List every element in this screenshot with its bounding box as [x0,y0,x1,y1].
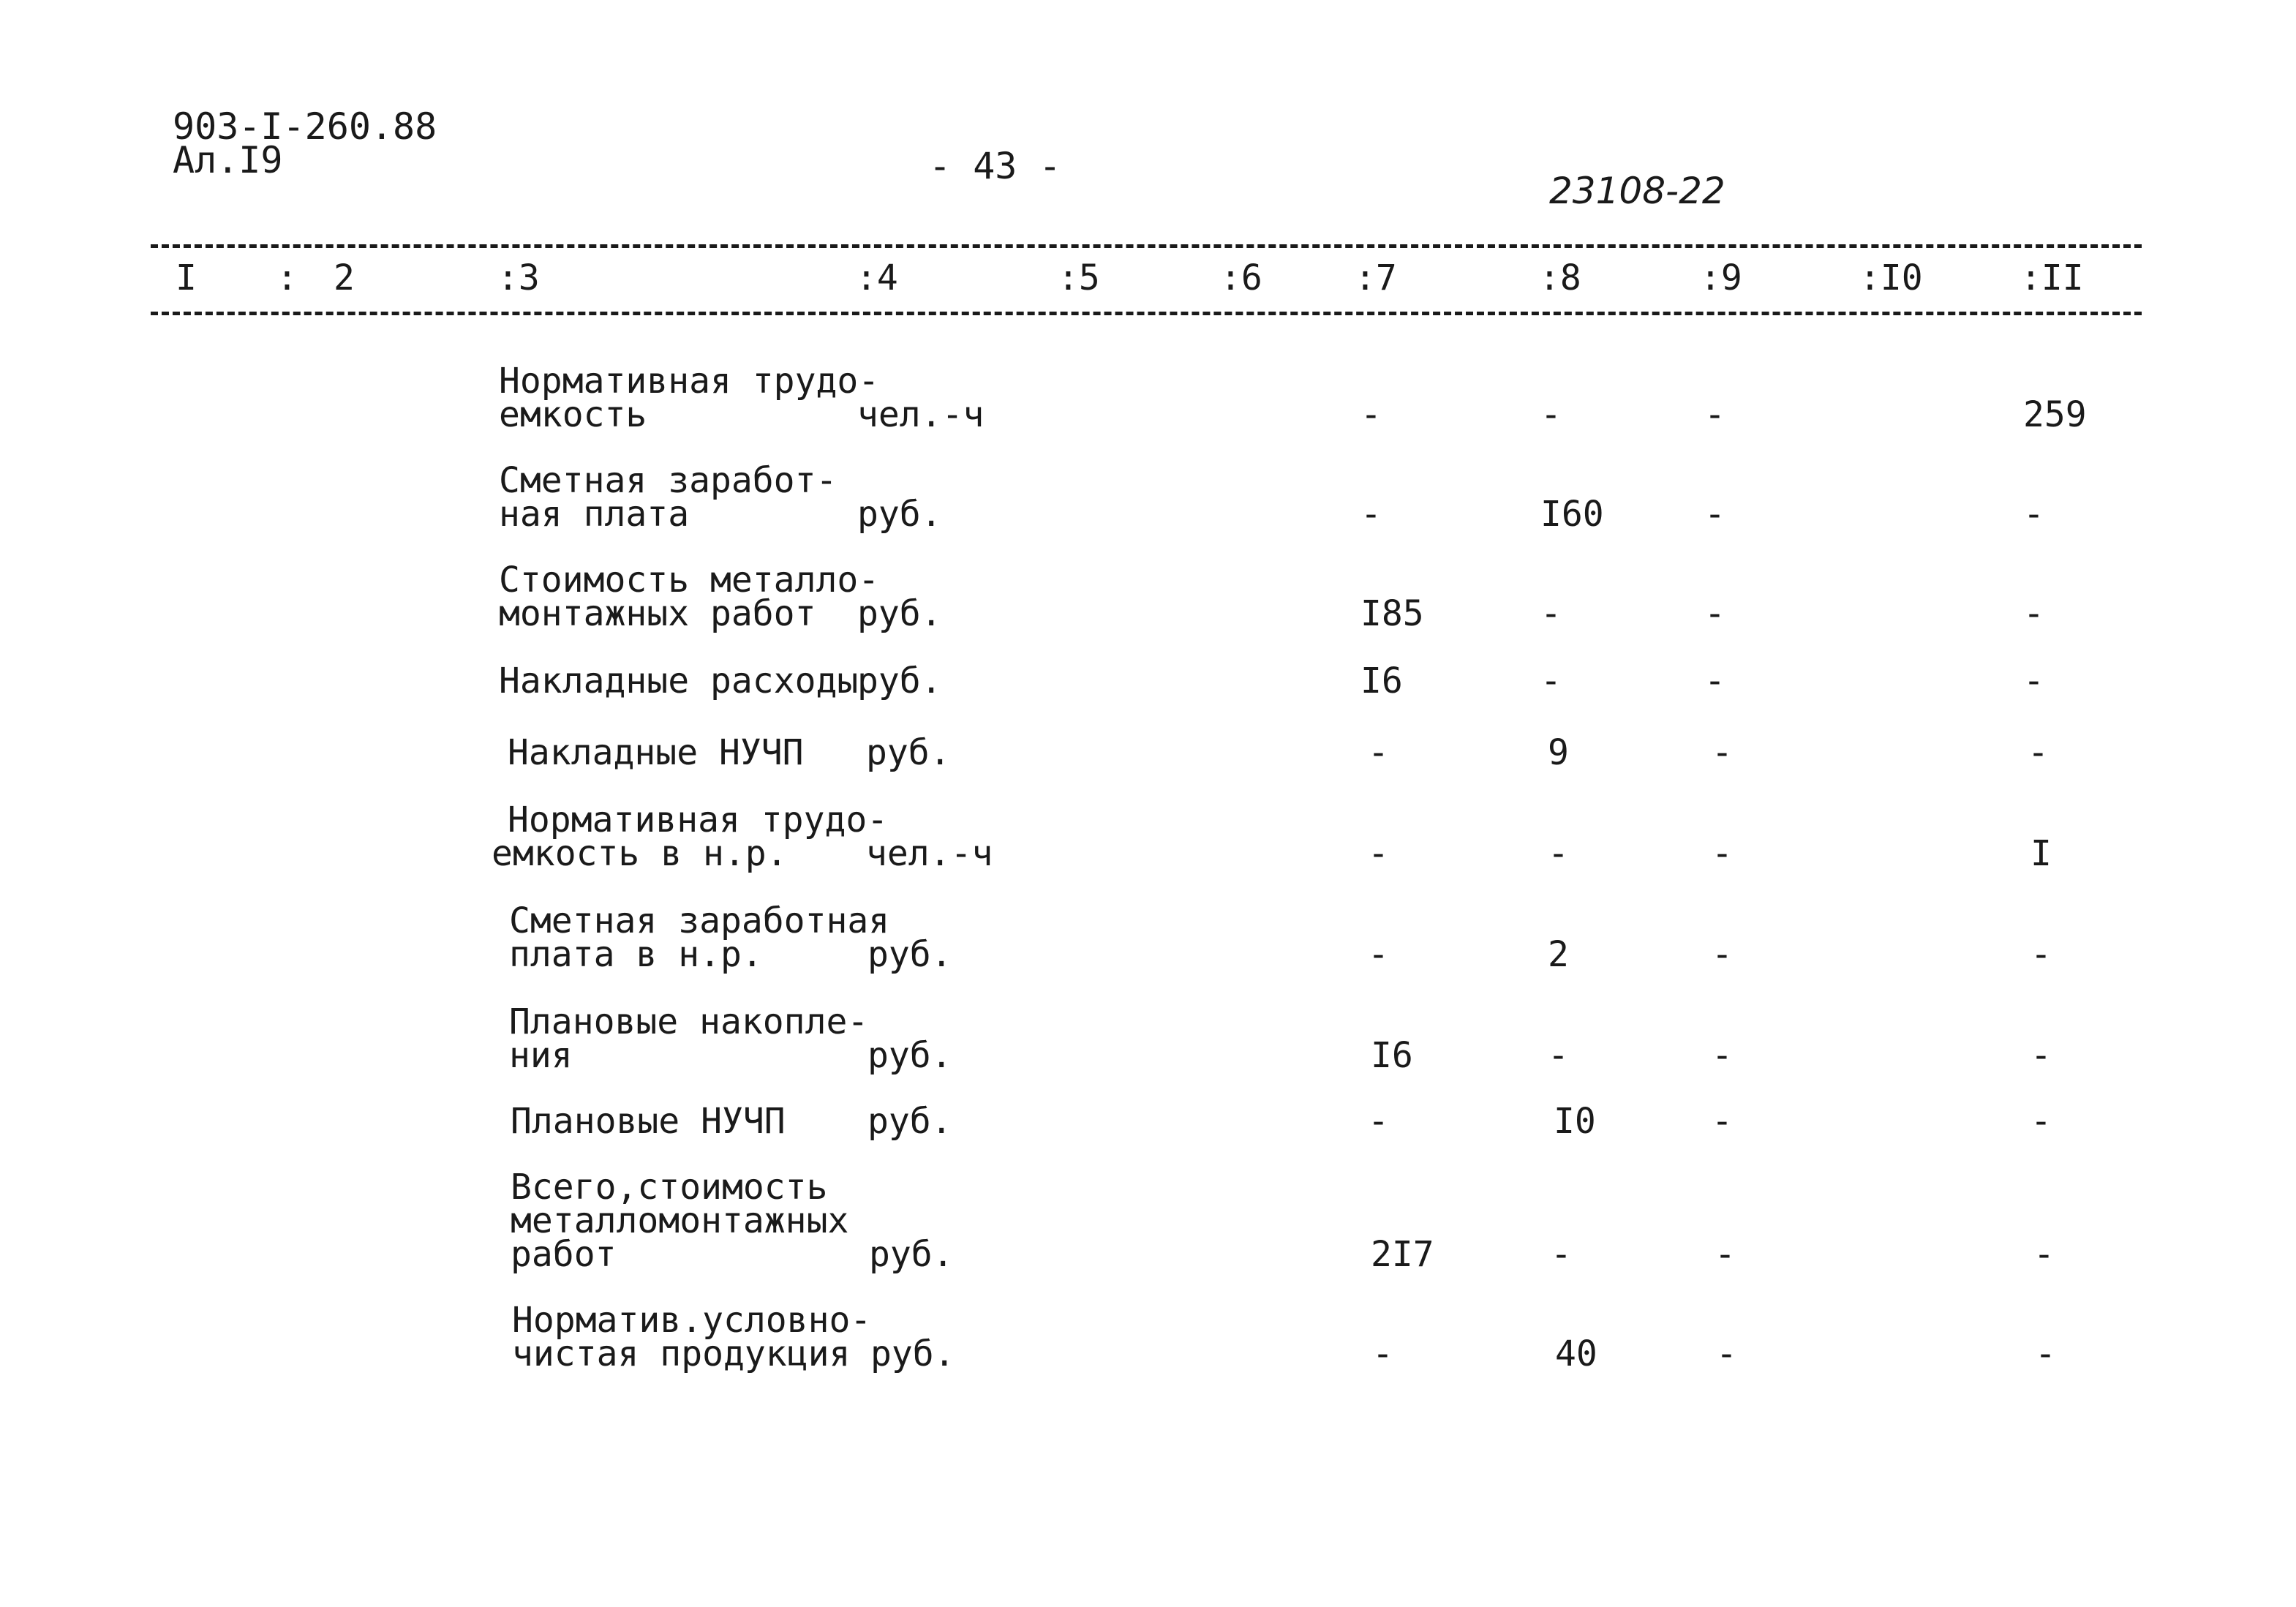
row-label: Нормативная трудо- емкость в н.р. [492,799,889,874]
cell-col-7: - [1368,1101,1389,1142]
column-header-4: :4 [856,257,898,298]
cell-col-7: - [1372,1333,1393,1374]
row-unit: руб. [869,1234,954,1275]
column-header-5: :5 [1058,257,1100,298]
row-label: Стоимость металло- монтажных работ [499,560,880,634]
row-label: Сметная заработ- ная плата [499,460,838,535]
page-number: - 43 - [929,145,1061,187]
cell-col-11: - [2023,593,2044,634]
cell-col-11: - [2028,732,2049,773]
row-unit: руб. [867,934,952,975]
cell-col-8: - [1551,1234,1572,1275]
row-label: Нормативная трудо- емкость [499,361,880,435]
column-header-3: :3 [497,257,540,298]
row-unit: чел.-ч [857,394,985,435]
column-header-separator: : [276,257,298,298]
cell-col-11: - [2030,934,2052,975]
row-unit: руб. [867,1035,952,1076]
cell-col-11: I [2030,833,2052,874]
header-rule-top [151,244,2142,248]
row-label: Плановые накопле- ния [509,1001,869,1076]
cell-col-9: - [1704,394,1725,435]
column-header-11: :II [2020,257,2084,298]
row-label: Сметная заработная плата в н.р. [509,900,890,975]
cell-col-7: I6 [1371,1035,1413,1076]
row-label: Накладные НУЧП [508,732,804,773]
cell-col-7: - [1368,732,1389,773]
cell-col-8: I60 [1540,494,1604,535]
column-header-6: :6 [1220,257,1262,298]
cell-col-9: - [1716,1333,1737,1374]
row-label: Норматив.условно- чистая продукция [512,1300,872,1374]
column-header-8: :8 [1539,257,1581,298]
column-header-10: :I0 [1859,257,1923,298]
cell-col-7: - [1368,833,1389,874]
cell-col-7: 2I7 [1371,1234,1434,1275]
cell-col-8: - [1540,394,1562,435]
cell-col-8: - [1548,1035,1569,1076]
row-label: Накладные расходы [499,661,859,701]
cell-col-9: - [1712,934,1733,975]
cell-col-11: - [2030,1035,2052,1076]
cell-col-8: - [1548,833,1569,874]
column-header-1: I [176,257,197,298]
row-unit: руб. [857,494,942,535]
cell-col-7: I85 [1360,593,1424,634]
cell-col-9: - [1712,833,1733,874]
row-label: Плановые НУЧП [511,1101,786,1142]
cell-col-8: 40 [1555,1333,1597,1374]
row-unit: руб. [870,1333,955,1374]
cell-col-9: - [1712,1035,1733,1076]
row-unit: чел.-ч [866,833,993,874]
header-rule-bottom [151,312,2142,315]
column-header-9: :9 [1700,257,1742,298]
cell-col-11: - [2023,661,2044,701]
cell-col-9: - [1704,661,1725,701]
cell-col-8: - [1540,593,1562,634]
row-unit: руб. [866,732,951,773]
row-unit: руб. [857,661,942,701]
cell-col-9: - [1712,732,1733,773]
sheet-number: Ал.I9 [173,139,283,181]
column-header-2: 2 [334,257,355,298]
cell-col-8: 2 [1548,934,1569,975]
cell-col-8: - [1540,661,1562,701]
cell-col-11: - [2030,1101,2052,1142]
cell-col-9: - [1715,1234,1736,1275]
cell-col-7: - [1368,934,1389,975]
cell-col-9: - [1704,494,1725,535]
cell-col-11: - [2023,494,2044,535]
cell-col-7: - [1360,394,1382,435]
cell-col-9: - [1704,593,1725,634]
cell-col-11: 259 [2023,394,2087,435]
doc-code: 903-I-260.88 [173,105,437,148]
cell-col-7: I6 [1360,661,1403,701]
cell-col-11: - [2035,1333,2056,1374]
row-label: Всего,стоимость металломонтажных работ [511,1167,849,1275]
cell-col-11: - [2033,1234,2055,1275]
cell-col-8: I0 [1554,1101,1596,1142]
row-unit: руб. [857,593,942,634]
cell-col-8: 9 [1548,732,1569,773]
row-unit: руб. [867,1101,952,1142]
column-header-7: :7 [1355,257,1397,298]
cell-col-7: - [1360,494,1382,535]
cell-col-9: - [1712,1101,1733,1142]
archive-number: 23108-22 [1549,170,1725,212]
